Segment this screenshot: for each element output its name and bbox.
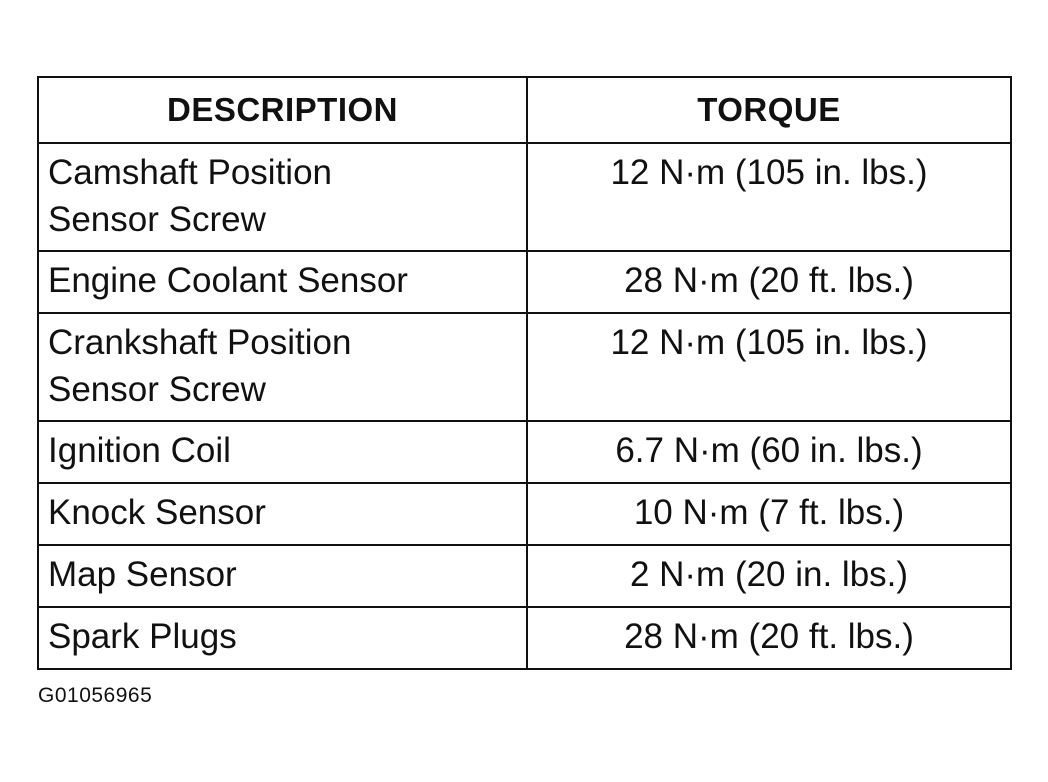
table-row <box>38 143 1011 251</box>
torque-cell: 12 N·m (105 in. lbs.) <box>527 313 1011 421</box>
table-row <box>38 313 1011 421</box>
description-line: Sensor Screw <box>48 370 266 409</box>
table-row <box>38 251 1011 313</box>
description-line: Engine Coolant Sensor <box>48 261 408 300</box>
table-row <box>38 607 1011 669</box>
description-cell <box>38 545 527 607</box>
header-description: DESCRIPTION <box>38 77 527 143</box>
torque-cell: 28 N·m (20 ft. lbs.) <box>527 251 1011 313</box>
description-line: Spark Plugs <box>48 617 237 656</box>
description-cell <box>38 251 527 313</box>
description-cell <box>38 143 527 251</box>
description-cell <box>38 421 527 483</box>
torque-cell: 6.7 N·m (60 in. lbs.) <box>527 421 1011 483</box>
torque-spec-table <box>37 76 1012 670</box>
description-line: Map Sensor <box>48 555 237 594</box>
torque-cell: 2 N·m (20 in. lbs.) <box>527 545 1011 607</box>
torque-cell: 28 N·m (20 ft. lbs.) <box>527 607 1011 669</box>
table-row <box>38 421 1011 483</box>
figure-id: G01056965 <box>38 684 153 707</box>
table-row <box>38 483 1011 545</box>
description-line: Sensor Screw <box>48 200 266 239</box>
table-row <box>38 545 1011 607</box>
description-line: Camshaft Position <box>48 153 333 192</box>
description-cell <box>38 607 527 669</box>
description-line: Knock Sensor <box>48 493 266 532</box>
torque-cell: 12 N·m (105 in. lbs.) <box>527 143 1011 251</box>
torque-cell: 10 N·m (7 ft. lbs.) <box>527 483 1011 545</box>
header-torque: TORQUE <box>527 77 1011 143</box>
description-cell <box>38 313 527 421</box>
description-cell <box>38 483 527 545</box>
header-row <box>38 77 1011 143</box>
description-line: Ignition Coil <box>48 431 231 470</box>
description-line: Crankshaft Position <box>48 323 352 362</box>
